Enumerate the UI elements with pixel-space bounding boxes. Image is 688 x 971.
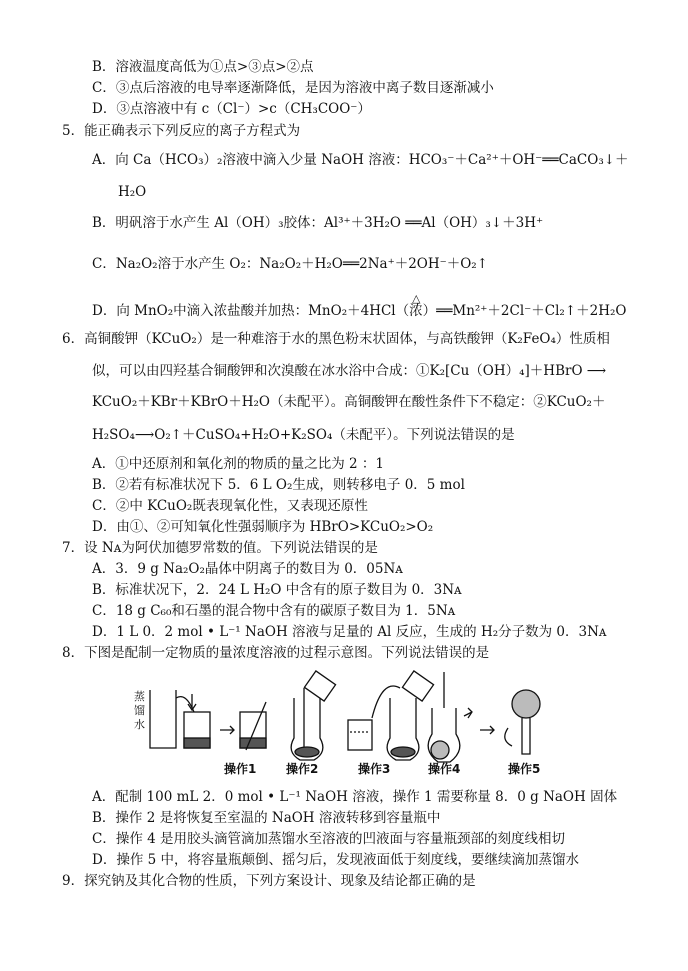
water-label-2: 馏 [134, 704, 145, 717]
eye-mark [464, 708, 472, 718]
caption-operation-3: 操作3 [358, 762, 391, 776]
beaker-pour-2 [402, 671, 433, 701]
q8-option-d: D．操作 5 中，将容量瓶颠倒、摇匀后，发现液面低于刻度线，要继续滴加蒸馏水 [92, 852, 579, 868]
question-7: 7．设 Nᴀ为阿伏加德罗常数的值。下列说法错误的是 [62, 540, 378, 556]
q5-option-a: A．向 Ca（HCO₃）₂溶液中滴入少量 NaOH 溶液：HCO₃⁻＋Ca²⁺＋OH⁻══CaCO₃↓＋ [92, 152, 629, 168]
q4-option-b: B．溶液温度高低为①点>③点>②点 [92, 59, 314, 75]
q5-option-d: D．向 MnO₂中滴入浓盐酸并加热：MnO₂＋4HCl（浓）══Mn²⁺＋2Cl⁻＋Cl₂↑＋2H₂O [92, 303, 627, 319]
question-6-cont-2: KCuO₂＋KBr＋KBrO＋H₂O（未配平）。高铜酸钾在酸性条件下不稳定：②KCuO₂＋ [92, 394, 606, 410]
caption-operation-4: 操作4 [428, 762, 461, 776]
q8-option-c: C．操作 4 是用胶头滴管滴加蒸馏水至溶液的凹液面与容量瓶颈部的刻度线相切 [92, 831, 565, 847]
q4-option-c: C．③点后溶液的电导率逐渐降低，是因为溶液中离子数目逐渐减小 [92, 80, 494, 96]
question-6: 6．高铜酸钾（KCuO₂）是一种难溶于水的黑色粉末状固体，与高铁酸钾（K₂FeO₄）性质相 [62, 331, 610, 347]
water-label-3: 水 [134, 718, 145, 731]
water-label-1: 蒸 [134, 690, 145, 703]
caption-operation-2: 操作2 [286, 762, 319, 776]
solution-preparation-figure [128, 668, 568, 782]
procedure-illustration [128, 668, 568, 778]
q6-option-c: C．②中 KCuO₂既表现氧化性，又表现还原性 [92, 498, 368, 514]
q8-option-b: B．操作 2 是将恢复至室温的 NaOH 溶液转移到容量瓶中 [92, 810, 441, 826]
glass-rod-3 [372, 686, 400, 718]
shake-arrow [505, 728, 512, 746]
beaker-3 [348, 720, 372, 750]
question-6-cont-1: 似，可以由四羟基合铜酸钾和次溴酸在冰水浴中合成：①K₂[Cu（OH）₄]＋HBrO ⟶ [92, 363, 607, 379]
q7-option-d: D．1 L 0．2 mol • L⁻¹ NaOH 溶液与足量的 Al 反应，生成的 H₂分子数为 0．3Nᴀ [92, 624, 607, 640]
question-6-cont-3: H₂SO₄⟶O₂↑＋CuSO₄+H₂O+K₂SO₄（未配平）。下列说法错误的是 [92, 427, 515, 443]
q8-option-a: A．配制 100 mL 2．0 mol • L⁻¹ NaOH 溶液，操作 1 需要称量 8．0 g NaOH 固体 [92, 789, 618, 805]
q5-option-a-cont: H₂O [118, 184, 147, 200]
q5-option-c: C．Na₂O₂溶于水产生 O₂：Na₂O₂＋H₂O══2Na⁺＋2OH⁻＋O₂↑ [92, 256, 489, 272]
arrow-2 [480, 726, 494, 734]
inverted-flask [512, 690, 540, 718]
q6-option-d: D．由①、②可知氧化性强弱顺序为 HBrO>KCuO₂>O₂ [92, 519, 434, 535]
q7-option-a: A．3．9 g Na₂O₂晶体中阴离子的数目为 0．05Nᴀ [92, 561, 403, 577]
q7-option-c: C．18 g C₆₀和石墨的混合物中含有的碳原子数目为 1．5Nᴀ [92, 603, 456, 619]
arrow-1 [220, 726, 234, 734]
q4-option-d: D．③点溶液中有 c（Cl⁻）>c（CH₃COO⁻） [92, 101, 371, 117]
caption-operation-5: 操作5 [508, 762, 541, 776]
beaker-pour-1 [304, 671, 335, 701]
wash-bottle-outline [150, 690, 176, 748]
q6-option-b: B．②若有标准状况下 5．6 L O₂生成，则转移电子 0．5 mol [92, 477, 465, 493]
q6-option-a: A．①中还原剂和氧化剂的物质的量之比为 2 ：1 [92, 456, 385, 472]
question-5: 5．能正确表示下列反应的离子方程式为 [62, 123, 301, 139]
heat-symbol: △ [412, 292, 421, 305]
q5-option-b: B．明矾溶于水产生 Al（OH）₃胶体：Al³⁺＋3H₂O ══Al（OH）₃↓＋3H⁺ [92, 215, 544, 231]
question-8: 8．下图是配制一定物质的量浓度溶液的过程示意图。下列说法错误的是 [62, 645, 490, 661]
question-9: 9．探究钠及其化合物的性质，下列方案设计、现象及结论都正确的是 [62, 873, 476, 889]
caption-operation-1: 操作1 [224, 762, 257, 776]
q7-option-b: B．标准状况下，2．24 L H₂O 中含有的原子数目为 0．3Nᴀ [92, 582, 462, 598]
